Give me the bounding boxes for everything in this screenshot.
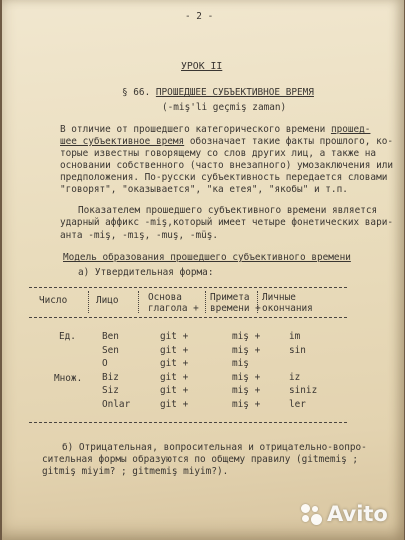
header-marker-line-2: времени + [210,303,261,314]
negative-line-1: б) Отрицательная, вопросительная и отрицательно-вопро- [62,442,367,453]
header-endings-line-1: Личные [262,292,296,303]
cell-person: O [102,358,108,369]
section-number: § 66. [122,87,151,98]
group-plural: Множ. [54,373,83,384]
cell-stem: git + [160,331,189,342]
paragraph-2-line-1: Показателем прошедшего субъективного времени является [78,205,378,216]
header-stem-line-2: глагола + [148,303,199,314]
cell-person: Ben [102,331,119,342]
lesson-title: УРОК II [181,61,223,72]
cell-ending: ler [289,398,306,410]
paragraph-1-line-6: "говорят", "оказывается", "ка етея", "якобы" и т.п. [60,184,348,195]
paragraph-1-line-2: шее субъективное время обозначает такие факты прошлого, ко- [60,136,394,147]
cell-person: Siz [102,385,119,396]
cell-person: Sen [102,344,119,356]
paragraph-2-line-2: ударный аффикс -miş,который имеет четыре фонетических вари- [60,217,394,228]
model-heading: Модель образования прошедшего субъективного времени [63,252,351,263]
paragraph-1-line-5: предположения. По-русски субъективность передается словами [60,172,388,183]
table-col-divider [205,291,206,313]
cell-marker: miş [232,358,249,369]
table-header-rule [29,317,347,318]
section-title: ПРОШЕДШЕЕ СУБЪЕКТИВНОЕ ВРЕМЯ [155,87,314,98]
table-col-divider [138,291,139,313]
cell-marker: miş + [232,398,261,410]
cell-person: Biz [102,371,119,383]
negative-line-2: сительная формы образуются по общему правилу (gitmemiş ; [42,454,359,465]
avito-watermark [299,502,388,526]
avito-watermark-text: Avito [327,502,388,526]
header-person: Лицо [96,295,119,306]
document-page [2,0,404,540]
header-stem-line-1: Основа [148,292,182,303]
table-col-divider [88,291,89,313]
header-endings-line-2: окончания [262,303,313,314]
header-number: Число [39,295,68,306]
cell-ending: iz [289,371,301,383]
cell-ending: sin [289,344,306,356]
cell-person: Onlar [102,398,131,410]
table-bottom-rule [29,422,347,423]
cell-marker: miş + [232,344,261,356]
section-header [122,88,314,97]
paragraph-1-line-3: торые известны говорящему со слов других лиц, а также на [60,148,377,159]
cell-stem: git + [160,344,189,356]
avito-logo-icon [299,502,323,526]
header-marker-line-1: Примета [210,292,250,303]
table-top-rule [29,287,347,288]
cell-stem: git + [160,371,189,383]
affirmative-heading: а) Утвердительная форма: [78,267,214,278]
paragraph-1-line-1: В отличие от прошедшего категорического времени прошед- [60,124,371,135]
cell-marker: miş + [232,331,261,342]
negative-line-3: gitmiş miyim? ; gitmemiş miyim?). [42,466,229,477]
page-number: - 2 - [185,11,214,22]
cell-marker: miş + [232,371,261,383]
cell-stem: git + [160,398,189,410]
group-singular: Ед. [59,331,76,342]
paragraph-2-line-3: анта -miş, -mış, -muş, -müş. [60,230,219,241]
section-turkish-title: (-miş'li geçmiş zaman) [162,102,287,113]
cell-marker: miş + [232,385,261,396]
cell-stem: git + [160,358,189,369]
paragraph-1-line-4: основании собственного (часто внезапного) умозаключения или [60,160,394,171]
cell-stem: git + [160,385,189,396]
cell-ending: siniz [289,385,318,396]
cell-ending: im [289,331,301,342]
